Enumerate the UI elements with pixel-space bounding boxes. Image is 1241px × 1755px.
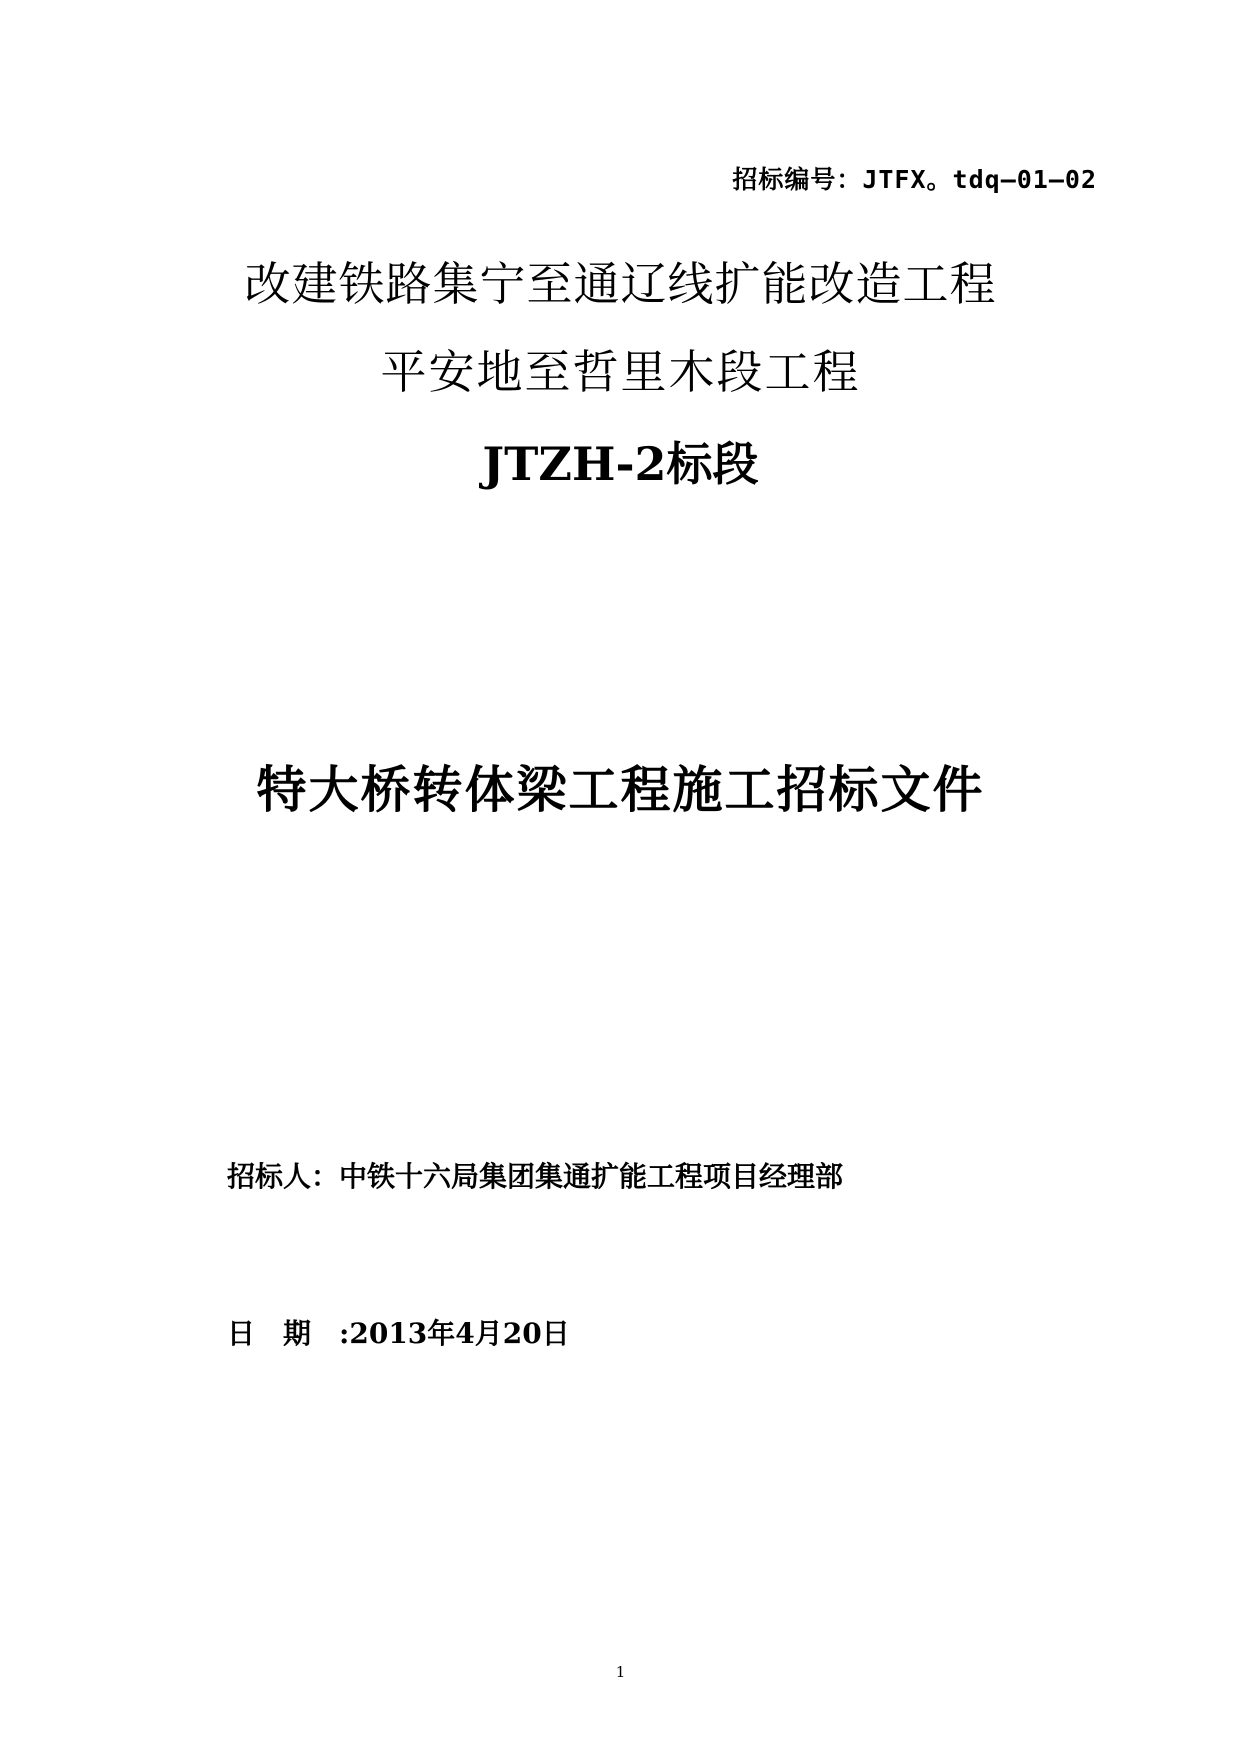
document-title: 特大桥转体梁工程施工招标文件 <box>256 761 985 819</box>
tenderer-line <box>227 1155 843 1195</box>
page-number: 1 <box>615 1663 626 1681</box>
date-label: 日期 <box>227 1317 340 1350</box>
project-section: JTZH-2标段 <box>482 437 759 491</box>
date-line <box>227 1312 570 1352</box>
date-value: 2013年4月20日 <box>349 1317 570 1350</box>
tender-number: 招标编号：JTFX。tdq—01—02 <box>732 165 1097 194</box>
tenderer-value: 中铁十六局集团集通扩能工程项目经理部 <box>339 1160 844 1193</box>
project-title-line-2: 平安地至哲里木段工程 <box>380 345 861 399</box>
tenderer-label: 招标人： <box>227 1160 340 1193</box>
date-separator: : <box>339 1317 350 1350</box>
project-title-line-1: 改建铁路集宁至通辽线扩能改造工程 <box>244 257 997 311</box>
